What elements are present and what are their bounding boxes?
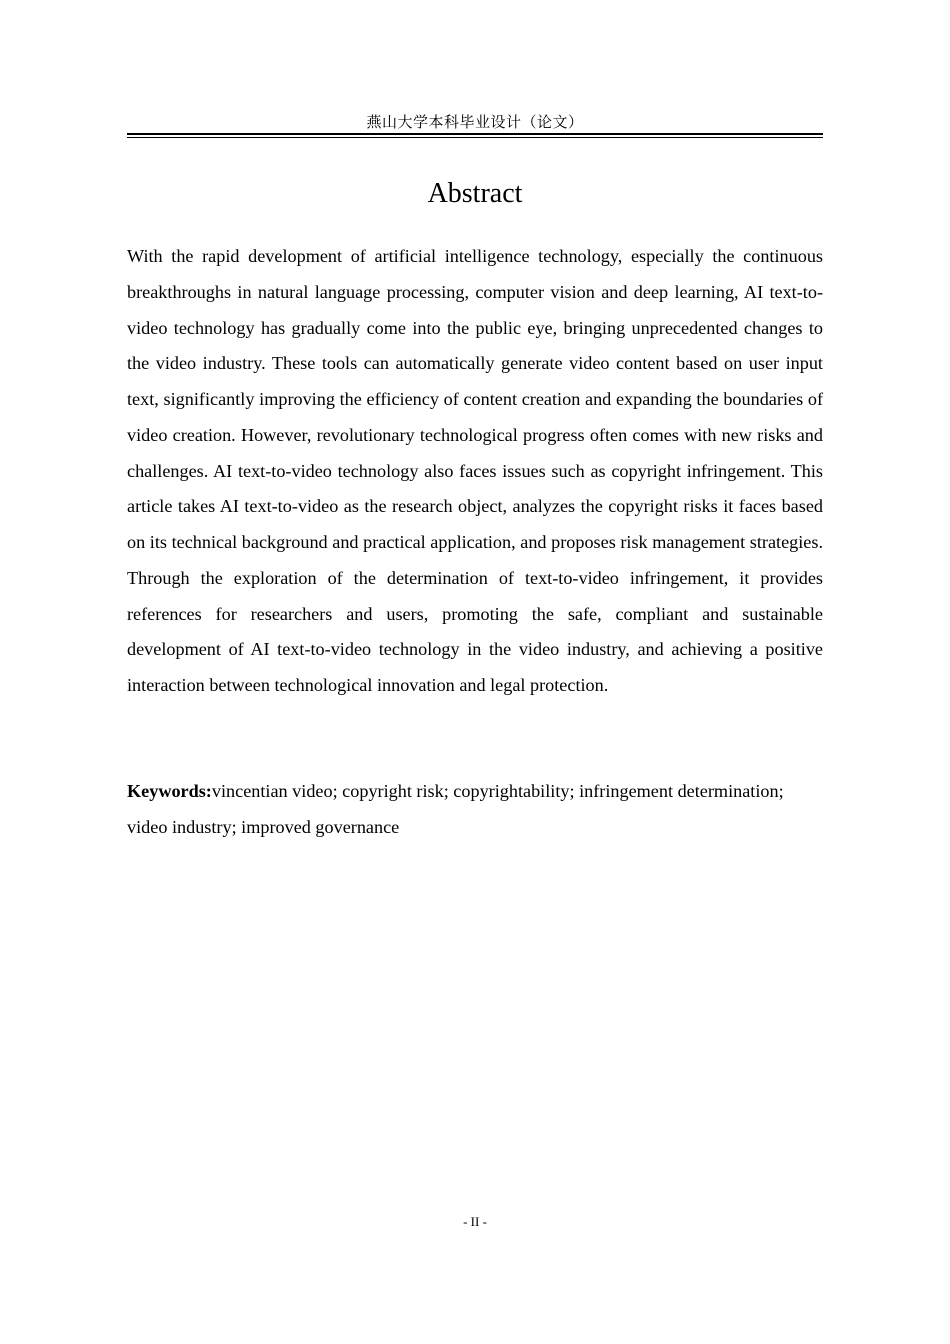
keywords-text: vincentian video; copyright risk; copyrightability; infringement determination; video industry; improved governance xyxy=(127,781,784,837)
keywords-paragraph xyxy=(127,774,823,846)
abstract-title: Abstract xyxy=(427,178,523,209)
running-header: 燕山大学本科毕业设计（论文） xyxy=(366,113,584,131)
header-rule-thin xyxy=(127,137,823,138)
header-rule-thick xyxy=(127,133,823,135)
keywords-label: Keywords: xyxy=(127,781,212,801)
page-number: - II - xyxy=(463,1214,487,1229)
abstract-body: With the rapid development of artificial intelligence technology, especially the continuous breakthroughs in natural language processing, computer vision and deep learning, AI text-to-video technology has gradually come into the public eye, bringing unprecedented changes to the video industry. These tools can automatically generate video content based on user input text, significantly improving the efficiency of content creation and expanding the boundaries of video creation. However, revolutionary technological progress often comes with new risks and challenges. AI text-to-video technology also faces issues such as copyright infringement. This article takes AI text-to-video as the research object, analyzes the copyright risks it faces based on its technical background and practical application, and proposes risk management strategies. Through the exploration of the determination of text-to-video infringement, it provides references for researchers and users, promoting the safe, compliant and sustainable development of AI text-to-video technology in the video industry, and achieving a positive interaction between technological innovation and legal protection. xyxy=(127,246,823,695)
